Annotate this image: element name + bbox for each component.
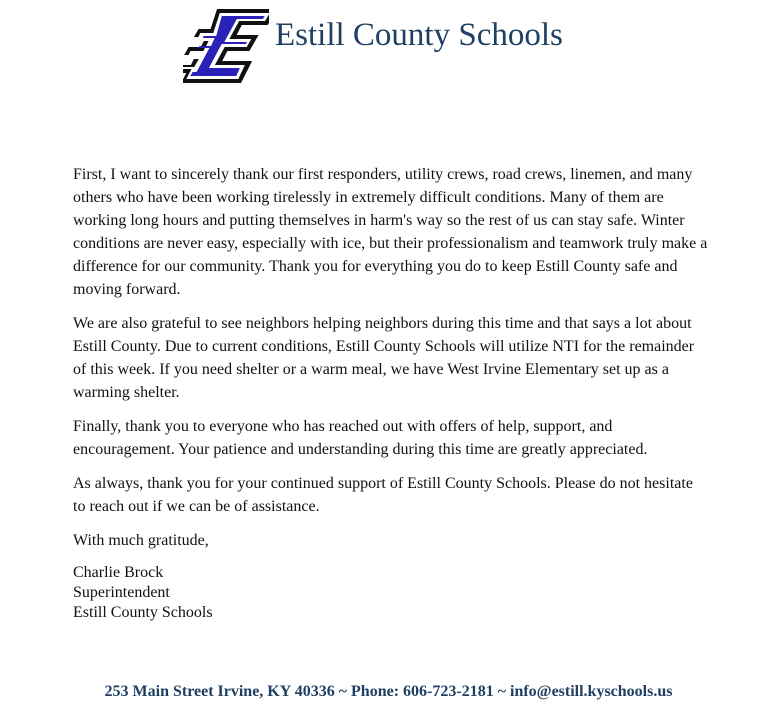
letterhead [183, 2, 563, 90]
signer-title: Superintendent [73, 584, 170, 601]
signature-block [73, 563, 708, 623]
letter-body [73, 163, 708, 623]
signer-organization: Estill County Schools [73, 604, 213, 621]
paragraph-thanks-support: Finally, thank you to everyone who has reached out with offers of help, support, and encouragement. Your patience and understanding during this time are greatly appreciated. [73, 418, 648, 458]
paragraph-closing-remarks: As always, thank you for your continued support of Estill County Schools. Please do not hesitate to reach out if we can be of assistance. [73, 475, 693, 515]
closing-salutation: With much gratitude, [73, 532, 209, 549]
paragraph-thanks-responders: First, I want to sincerely thank our first responders, utility crews, road crews, linemen, and many others who have been working tirelessly in extremely difficult conditions. Many of them are working long hours and putting themselves in harm's way so the rest of us can stay safe. Winter conditions are never easy, especially with ice, but their professionalism and teamwork truly make a difference for our community. Thank you for everything you do to keep Estill County safe and moving forward. [73, 166, 708, 298]
paragraph-nti-announcement: We are also grateful to see neighbors helping neighbors during this time and that says a lot about Estill County. Due to current conditions, Estill County Schools will utilize NTI for the remainder of this week. If you need shelter or a warm meal, we have West Irvine Elementary set up as a warming shelter. [73, 315, 695, 401]
org-name: Estill County Schools [275, 16, 563, 53]
estill-e-logo-icon [183, 3, 269, 89]
signer-name: Charlie Brock [73, 564, 164, 581]
footer-contact-line: 253 Main Street Irvine, KY 40336 ~ Phone: 606-723-2181 ~ info@estill.kyschools.us [104, 683, 673, 700]
